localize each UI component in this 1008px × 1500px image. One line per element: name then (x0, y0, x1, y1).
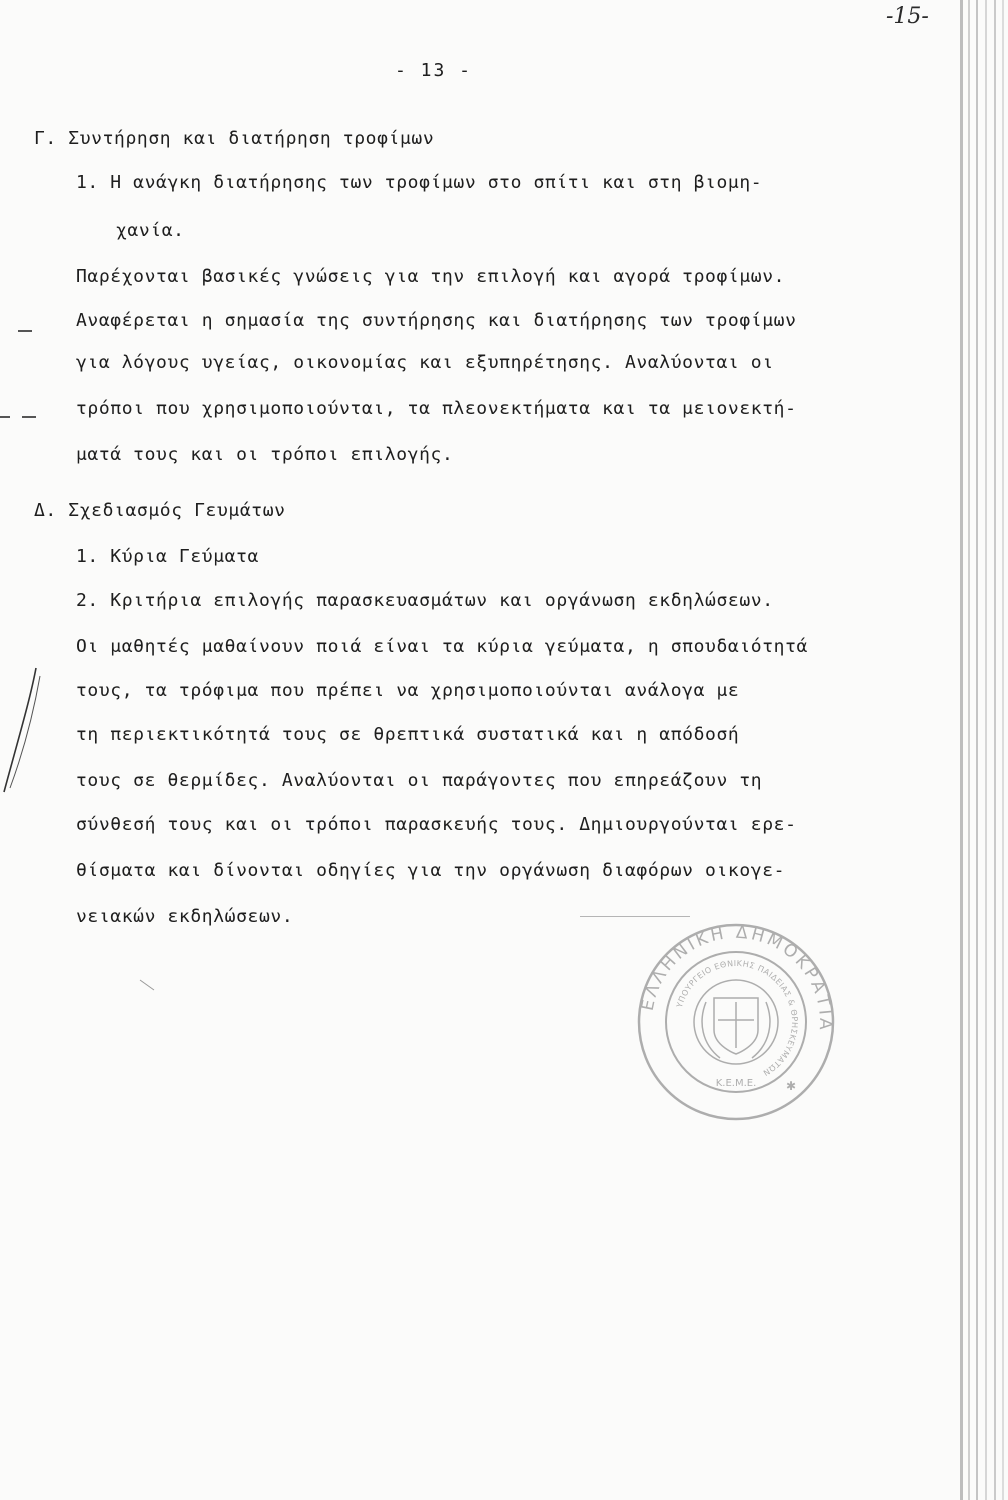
page-number: - 13 - (395, 60, 473, 81)
page-edge (976, 0, 978, 1500)
text-line: τη περιεκτικότητά τους σε θρεπτικά συστατικά και η απόδοσή (76, 724, 740, 745)
text-line: ματά τους και οι τρόποι επιλογής. (76, 444, 454, 465)
margin-mark (0, 416, 10, 418)
text-line: θίσματα και δίνονται οδηγίες για την οργάνωση διαφόρων οικογε- (76, 860, 786, 881)
margin-mark (22, 416, 36, 418)
section-heading-g: Γ. Συντήρηση και διατήρηση τροφίμων (34, 128, 435, 149)
page-edge (994, 0, 996, 1500)
text-line: για λόγους υγείας, οικονομίας και εξυπηρέτησης. Αναλύονται οι (76, 352, 774, 373)
text-line: τους σε θερμίδες. Αναλύονται οι παράγοντες που επηρεάζουν τη (76, 770, 763, 791)
page-edge (985, 0, 987, 1500)
section-heading-d: Δ. Σχεδιασμός Γευμάτων (34, 500, 286, 521)
text-line: τους, τα τρόφιμα που πρέπει να χρησιμοποιούνται ανάλογα με (76, 680, 740, 701)
star-icon: ✱ (786, 1079, 797, 1093)
text-line: 2. Κριτήρια επιλογής παρασκευασμάτων και οργάνωση εκδηλώσεων. (76, 590, 774, 611)
text-line: Αναφέρεται η σημασία της συντήρησης και διατήρησης των τροφίμων (76, 310, 797, 331)
text-line: Οι μαθητές μαθαίνουν ποιά είναι τα κύρια γεύματα, η σπουδαιότητά (76, 636, 808, 657)
margin-scribble (0, 660, 50, 800)
faint-rule (580, 916, 690, 917)
handwritten-page-number: -15- (886, 4, 929, 29)
page-edge (968, 0, 970, 1500)
stamp-bottom-text: Κ.Ε.Μ.Ε. (715, 1078, 757, 1089)
margin-mark (18, 330, 32, 332)
text-line: χανία. (116, 220, 185, 241)
text-line: νειακών εκδηλώσεων. (76, 906, 294, 927)
text-line: τρόποι που χρησιμοποιούνται, τα πλεονεκτήματα και τα μειονεκτή- (76, 398, 797, 419)
official-stamp (636, 922, 836, 1122)
page-edge (960, 0, 963, 1500)
stray-mark (138, 978, 158, 994)
stamp-inner-text: ΥΠΟΥΡΓΕΙΟ ΕΘΝΙΚΗΣ ΠΑΙΔΕΙΑΣ & ΘΡΗΣΚΕΥΜΑΤΩΝ (674, 958, 800, 1078)
svg-text:ΥΠΟΥΡΓΕΙΟ ΕΘΝΙΚΗΣ ΠΑΙΔΕΙΑΣ & Θ (675, 959, 799, 1078)
emblem-icon (702, 998, 770, 1058)
text-line: Παρέχονται βασικές γνώσεις για την επιλογή και αγορά τροφίμων. (76, 266, 786, 287)
text-line: σύνθεσή τους και οι τρόποι παρασκευής τους. Δημιουργούνται ερε- (76, 814, 797, 835)
text-line: 1. Κύρια Γεύματα (76, 546, 259, 567)
text-line: 1. Η ανάγκη διατήρησης των τροφίμων στο σπίτι και στη βιομη- (76, 172, 763, 193)
stamp-outer-text: ΕΛΛΗΝΙΚΗ ΔΗΜΟΚΡΑΤΙΑ (637, 922, 836, 1034)
page-edge (1002, 0, 1004, 1500)
